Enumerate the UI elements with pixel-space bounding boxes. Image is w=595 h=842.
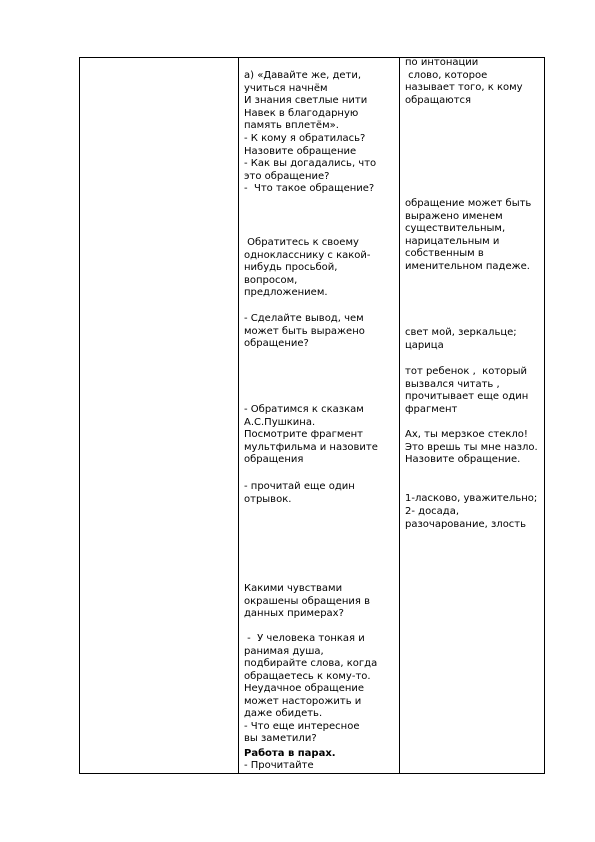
text-line: Работа в парах. [244, 748, 336, 759]
answer-intonation [405, 57, 523, 107]
text-line: обращаются [405, 94, 472, 106]
excerpt-mirror [405, 429, 538, 467]
answer-feeling-1 [405, 493, 537, 506]
text-line: разочарование, злость [405, 518, 527, 530]
text-line: Какими чувствами [244, 583, 343, 594]
text-line: - Сделайте вывод, чем [244, 313, 364, 324]
text-line: Неудачное обращение [244, 683, 365, 694]
text-line: - У человека тонкая и [244, 633, 365, 644]
text-line: нибудь просьбой, [244, 262, 338, 273]
text-line: - К кому я обратилась? [244, 133, 366, 144]
advice-block [244, 633, 377, 746]
table-left-border [79, 57, 80, 774]
text-line: А.С.Пушкина. [244, 416, 316, 428]
answer-expressed-by [405, 198, 531, 273]
text-line: - прочитай еще один [244, 481, 355, 492]
text-line: прочитывает еще один [405, 391, 529, 402]
text-line: - Что еще интересное [244, 720, 360, 732]
text-line: Назовите обращение [244, 145, 357, 157]
text-line: обращение может быть [405, 198, 532, 209]
text-line: вопросом, [244, 274, 298, 286]
text-line: отрывок. [244, 493, 292, 505]
text-line: вы заметили? [244, 733, 317, 744]
text-line: фрагмент [405, 403, 458, 415]
text-line: это обращение? [244, 170, 330, 182]
text-line: ранимая душа, [244, 645, 324, 657]
read-instruction [244, 760, 314, 773]
text-line: тот ребенок , который [405, 366, 528, 377]
text-line: свет мой, зеркальце; [405, 327, 517, 338]
text-line: выражено именем [405, 210, 503, 222]
text-line: память вплетём». [244, 120, 339, 131]
question-conclusion [244, 313, 365, 351]
text-line: существительным, [405, 223, 506, 234]
text-line: Посмотрите фрагмент [244, 429, 363, 440]
text-line: а) «Давайте же, дети, [244, 70, 362, 81]
text-line: собственным в [405, 248, 484, 259]
table-column-divider-1 [238, 57, 239, 774]
text-line: Это врешь ты мне назло. [405, 441, 538, 453]
text-line: однокласснику с какой- [244, 249, 371, 261]
text-line: по интонации [405, 57, 479, 68]
text-line: мультфильма и назовите [244, 441, 378, 453]
text-line: окрашены обращения в [244, 595, 371, 607]
text-line: И знания светлые нити [244, 95, 368, 106]
text-line: царица [405, 339, 444, 351]
text-line: называет того, к кому [405, 82, 523, 93]
text-line: - Как вы догадались, что [244, 158, 377, 169]
answer-examples [405, 327, 517, 352]
quote-block [244, 70, 367, 133]
pair-work-heading [244, 748, 336, 761]
text-line: может насторожить и [244, 695, 362, 707]
text-line: вызвался читать , [405, 378, 500, 390]
question-block-1 [244, 133, 376, 196]
text-line: Обратитесь к своему [244, 237, 359, 248]
text-line: может быть выражено [244, 325, 365, 337]
task-read-excerpt [244, 481, 355, 506]
text-line: учиться начнём [244, 82, 328, 94]
text-line: обращения [244, 454, 304, 465]
text-line: Ах, ты мерзкое стекло! [405, 429, 528, 440]
text-line: Назовите обращение. [405, 454, 521, 465]
answer-reader [405, 366, 528, 416]
text-line: - Что такое обращение? [244, 183, 375, 194]
text-line: данных примерах? [244, 608, 344, 619]
text-line: обращение? [244, 338, 309, 349]
task-pushkin-tales [244, 404, 378, 467]
text-line: обращаетесь к кому-то. [244, 670, 371, 682]
text-line: 1-ласково, уважительно; [405, 493, 538, 504]
text-line: 2- досада, [405, 506, 460, 517]
table-column-divider-2 [399, 57, 400, 774]
text-line: - Обратимся к сказкам [244, 404, 364, 415]
table-right-border [544, 57, 545, 774]
question-feelings [244, 583, 370, 621]
text-line: - Прочитайте [244, 760, 314, 771]
text-line: подбирайте слова, когда [244, 658, 378, 669]
text-line: именительном падеже. [405, 260, 530, 272]
text-line: нарицательным и [405, 235, 500, 247]
task-address-classmate [244, 237, 371, 300]
table-bottom-border [79, 773, 545, 774]
text-line: слово, которое [405, 69, 488, 81]
text-line: даже обидеть. [244, 708, 323, 719]
answer-feeling-2 [405, 506, 526, 531]
text-line: предложением. [244, 287, 328, 298]
text-line: Навек в благодарную [244, 107, 359, 119]
